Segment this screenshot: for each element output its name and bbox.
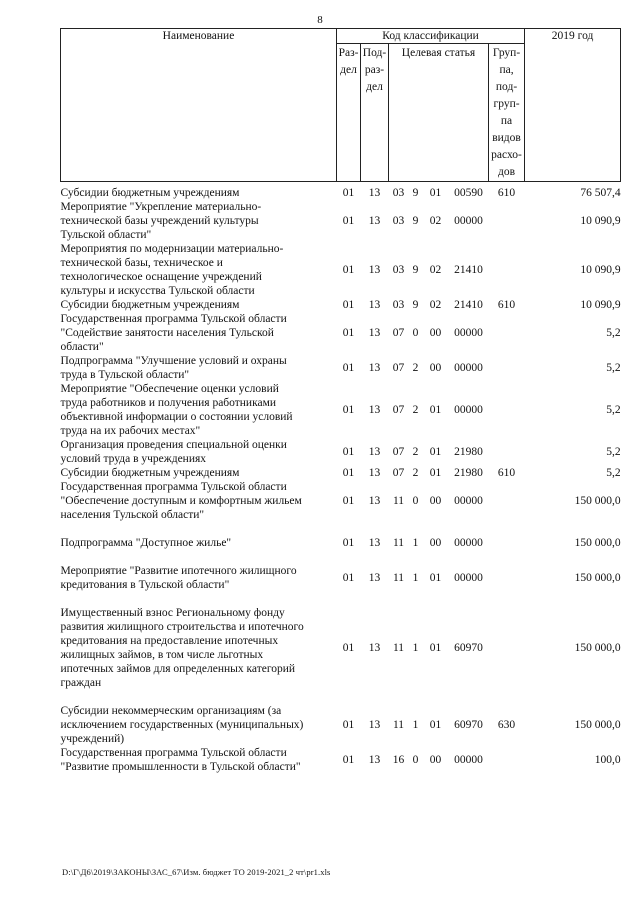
row-amount: 5,2 [606,362,621,374]
table-row [61,312,621,354]
row-d: 21410 [454,299,483,311]
row-name-line: Мероприятие "Развитие ипотечного жилищного [60,565,297,577]
header-year: 2019 год [525,29,621,44]
row-razdel: 01 [342,187,355,199]
table-row [61,592,621,690]
row-d: 00000 [454,572,483,584]
row-name-line: исключением государственных (муниципальных) [60,719,304,731]
row-name-line: объективной информации о состоянии условий [60,411,293,423]
row-amount: 150 000,0 [574,537,621,549]
row-name-line: "Развитие промышленности в Тульской области" [60,761,301,773]
row-vid: 610 [497,187,516,199]
row-name [61,382,337,438]
header-vid [489,44,525,182]
row-b: 9 [412,299,419,311]
row-vid [489,382,525,438]
header-vid-line: Груп- [492,47,521,59]
row-podrazdel: 13 [368,642,381,654]
row-vid: 610 [497,299,516,311]
row-razdel: 01 [342,362,355,374]
row-name-line: Организация проведения специальной оценки [60,439,287,451]
row-name [61,438,337,466]
row-name-line: Подпрограмма "Доступное жилье" [60,537,232,549]
row-name [61,200,337,242]
row-b: 2 [412,446,419,458]
row-podrazdel: 13 [368,404,381,416]
row-razdel: 01 [342,299,355,311]
row-name-line: условий труда в учреждениях [60,453,207,465]
row-name-line: Государственная программа Тульской области [60,747,287,759]
row-b: 2 [412,362,419,374]
table-row [61,182,621,201]
row-b: 0 [412,754,419,766]
row-razdel: 01 [342,327,355,339]
row-razdel: 01 [342,404,355,416]
row-a: 07 [392,467,405,479]
row-b: 9 [412,215,419,227]
row-d: 60970 [454,642,483,654]
row-podrazdel: 13 [368,572,381,584]
row-name-line: развития жилищного строительства и ипотечного [60,621,304,633]
header-name: Наименование [61,29,337,44]
row-amount: 100,0 [594,754,621,766]
row-amount: 5,2 [606,404,621,416]
row-d: 21410 [454,264,483,276]
row-name-line: труда работников и получения работниками [60,397,277,409]
header-vid-line: па, [499,64,514,76]
row-name-line: населения Тульской области" [60,509,205,521]
row-c: 01 [429,719,442,731]
table-body [61,182,621,775]
row-d: 00000 [454,404,483,416]
row-a: 16 [392,754,405,766]
row-podrazdel: 13 [368,446,381,458]
row-b: 0 [412,495,419,507]
row-b: 0 [412,327,419,339]
row-c: 00 [429,327,442,339]
row-name-line: Государственная программа Тульской области [60,481,287,493]
header-podrazdel-line: раз- [364,64,385,76]
row-a: 07 [392,327,405,339]
row-razdel: 01 [342,495,355,507]
row-name [61,690,337,746]
row-name-line: технической базы, техническое и [60,257,223,269]
row-b: 1 [412,642,419,654]
row-name-line: Мероприятие "Обеспечение оценки условий [60,383,279,395]
row-c: 02 [429,264,442,276]
row-name [61,242,337,298]
row-c: 02 [429,299,442,311]
table-row [61,550,621,592]
table-row [61,354,621,382]
header-podrazdel [361,44,389,182]
row-vid [489,354,525,382]
row-c: 01 [429,404,442,416]
table-row [61,690,621,746]
row-vid [489,480,525,522]
row-razdel: 01 [342,642,355,654]
row-amount: 10 090,9 [580,264,621,276]
row-podrazdel: 13 [368,187,381,199]
row-a: 11 [392,537,405,549]
row-b: 1 [412,572,419,584]
row-amount: 150 000,0 [574,719,621,731]
row-d: 00000 [454,327,483,339]
header-vid-line: видов [492,132,521,144]
table-row [61,522,621,550]
row-vid [489,242,525,298]
row-podrazdel: 13 [368,299,381,311]
row-vid [489,550,525,592]
row-podrazdel: 13 [368,754,381,766]
row-d: 00000 [454,495,483,507]
row-c: 00 [429,537,442,549]
row-a: 11 [392,719,405,731]
header-vid-line: па [500,115,513,127]
header-razdel-line: дел [340,64,357,76]
row-razdel: 01 [342,215,355,227]
row-name-line: труда на их рабочих местах" [60,425,201,437]
row-a: 03 [392,187,405,199]
header-name-cell [61,44,337,182]
row-d: 60970 [454,719,483,731]
row-name-line: Подпрограмма "Улучшение условий и охраны [60,355,287,367]
row-a: 07 [392,404,405,416]
row-a: 11 [392,642,405,654]
row-amount: 5,2 [606,446,621,458]
header-vid-line: груп- [493,98,520,110]
header-podrazdel-line: Под- [362,47,387,59]
row-name [61,480,337,522]
file-path-footer: D:\Г\Д6\2019\ЗАКОНЫ\ЗАС_67\Изм. бюджет ТО 2019-2021_2 чт\pr1.xls [62,867,331,877]
row-podrazdel: 13 [368,264,381,276]
row-name-line: "Обеспечение доступным и комфортным жильем [60,495,302,507]
row-vid: 610 [497,467,516,479]
row-name-line: труда в Тульской области" [60,369,190,381]
row-name-line: ипотечных займов для определенных категорий [60,663,296,675]
row-name-line: жилищных займов, в том числе льготных [60,649,264,661]
row-c: 00 [429,362,442,374]
row-podrazdel: 13 [368,215,381,227]
table-row [61,466,621,480]
row-name-line: культуры и искусства Тульской области [60,285,255,297]
row-a: 07 [392,362,405,374]
row-razdel: 01 [342,537,355,549]
row-d: 00000 [454,537,483,549]
header-vid-line: под- [495,81,518,93]
row-vid: 630 [497,719,516,731]
row-b: 9 [412,187,419,199]
row-razdel: 01 [342,754,355,766]
page-number: 8 [317,14,323,26]
header-podrazdel-line: дел [366,81,383,93]
table-row [61,480,621,522]
row-d: 21980 [454,467,483,479]
table-row [61,242,621,298]
row-name-line: кредитования на предоставление ипотечных [60,635,279,647]
row-name [61,592,337,690]
row-a: 11 [392,572,405,584]
row-d: 00000 [454,754,483,766]
row-amount: 10 090,9 [580,299,621,311]
row-name [61,522,337,550]
row-a: 07 [392,446,405,458]
row-c: 02 [429,215,442,227]
row-razdel: 01 [342,572,355,584]
row-name [61,466,337,480]
table-row [61,746,621,774]
row-d: 00000 [454,215,483,227]
row-name [61,312,337,354]
row-a: 03 [392,264,405,276]
row-name-line: граждан [60,677,102,689]
row-c: 01 [429,572,442,584]
row-amount: 76 507,4 [580,187,621,199]
row-amount: 5,2 [606,467,621,479]
row-podrazdel: 13 [368,495,381,507]
budget-table [60,28,621,774]
header-code-group: Код классификации [337,29,525,44]
table-row [61,298,621,312]
row-b: 2 [412,404,419,416]
row-c: 00 [429,754,442,766]
row-vid [489,592,525,690]
row-name-line: Субсидии бюджетным учреждениям [60,187,240,199]
row-name-line: Государственная программа Тульской области [60,313,287,325]
header-razdel [337,44,361,182]
row-razdel: 01 [342,446,355,458]
row-a: 03 [392,299,405,311]
row-c: 01 [429,467,442,479]
row-name [61,746,337,774]
row-name-line: Субсидии бюджетным учреждениям [60,299,240,311]
row-b: 2 [412,467,419,479]
header-year-cell [525,44,621,182]
row-razdel: 01 [342,719,355,731]
table-row [61,200,621,242]
row-name [61,550,337,592]
header-razdel-line: Раз- [338,47,359,59]
row-name [61,182,337,201]
header-vid-line: дов [498,166,516,178]
row-vid [489,200,525,242]
row-amount: 5,2 [606,327,621,339]
row-name-line: технической базы учреждений культуры [60,215,259,227]
row-b: 1 [412,719,419,731]
row-name-line: Субсидии некоммерческим организациям (за [60,705,282,717]
row-name-line: Мероприятия по модернизации материально- [60,243,284,255]
row-name-line: Мероприятие "Укрепление материально- [60,201,262,213]
row-b: 9 [412,264,419,276]
row-podrazdel: 13 [368,362,381,374]
row-name [61,298,337,312]
row-name-line: области" [60,341,104,353]
header-target: Целевая статья [389,44,489,182]
row-vid [489,522,525,550]
row-name-line: учреждений) [60,733,125,745]
row-name-line: "Содействие занятости населения Тульской [60,327,274,339]
row-c: 01 [429,446,442,458]
row-amount: 150 000,0 [574,572,621,584]
row-name-line: Имущественный взнос Региональному фонду [60,607,285,619]
row-a: 03 [392,215,405,227]
row-name-line: Субсидии бюджетным учреждениям [60,467,240,479]
row-c: 01 [429,187,442,199]
row-name-line: технологическое оснащение учреждений [60,271,262,283]
table-row [61,438,621,466]
row-podrazdel: 13 [368,537,381,549]
row-d: 00590 [454,187,483,199]
row-name [61,354,337,382]
row-d: 21980 [454,446,483,458]
row-amount: 150 000,0 [574,642,621,654]
row-vid [489,438,525,466]
row-name-line: Тульской области" [60,229,152,241]
row-b: 1 [412,537,419,549]
row-podrazdel: 13 [368,327,381,339]
row-razdel: 01 [342,264,355,276]
row-podrazdel: 13 [368,719,381,731]
row-podrazdel: 13 [368,467,381,479]
row-name-line: кредитования в Тульской области" [60,579,230,591]
row-amount: 10 090,9 [580,215,621,227]
row-vid [489,746,525,774]
row-vid [489,312,525,354]
row-a: 11 [392,495,405,507]
table-row [61,382,621,438]
row-razdel: 01 [342,467,355,479]
row-c: 01 [429,642,442,654]
row-amount: 150 000,0 [574,495,621,507]
row-c: 00 [429,495,442,507]
row-d: 00000 [454,362,483,374]
header-vid-line: расхо- [491,149,522,161]
